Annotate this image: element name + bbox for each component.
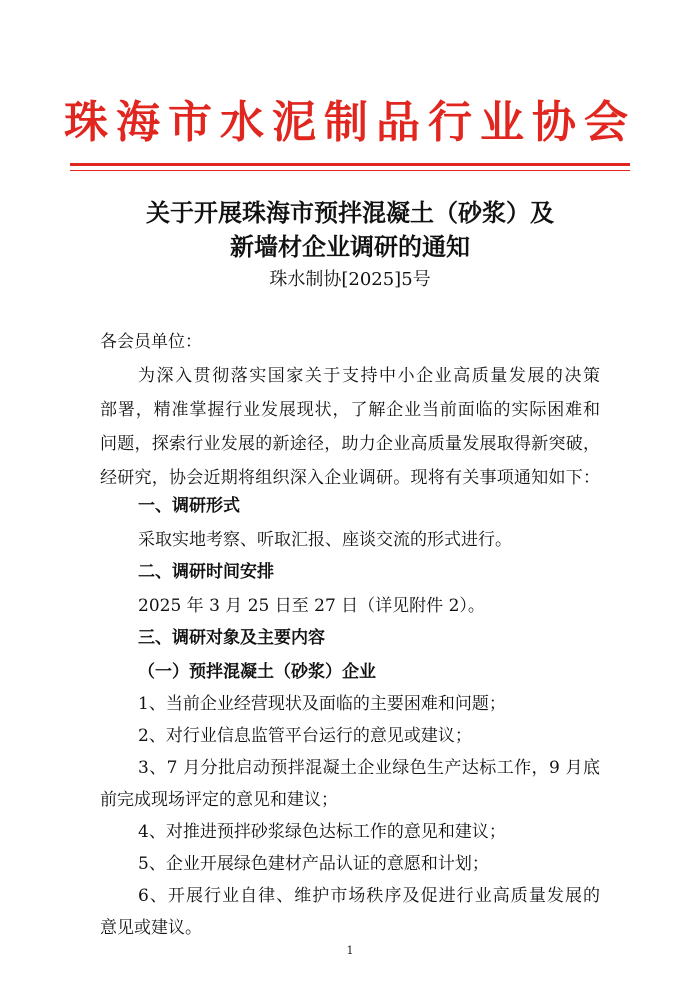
- page-number: 1: [346, 944, 354, 957]
- intro-paragraph-line: 问题，探索行业发展的新途径，助力企业高质量发展取得新突破，: [100, 434, 600, 454]
- subsection-heading-1: （一）预拌混凝土（砂浆）企业: [138, 662, 376, 682]
- intro-paragraph-line: 为深入贯彻落实国家关于支持中小企业高质量发展的决策: [138, 366, 600, 386]
- list-item: 4、对推进预拌砂浆绿色达标工作的意见和建议；: [138, 822, 506, 842]
- section-heading-3: 三、调研对象及主要内容: [138, 628, 325, 648]
- document-title-line-2: 新墙材企业调研的通知: [230, 232, 470, 261]
- letterhead-divider-thick: [70, 163, 630, 166]
- org-letterhead-title: 珠海市水泥制品行业协会: [64, 97, 636, 148]
- letterhead-divider-thin: [70, 170, 630, 171]
- section-heading-1: 一、调研形式: [138, 496, 240, 516]
- section-text-2: 2025 年 3 月 25 日至 27 日（详见附件 2）。: [138, 596, 485, 616]
- list-item: 3、7 月分批启动预拌混凝土企业绿色生产达标工作，9 月底: [138, 758, 600, 778]
- section-heading-2: 二、调研时间安排: [138, 562, 274, 582]
- list-item-continuation: 前完成现场评定的意见和建议；: [100, 790, 338, 810]
- salutation: 各会员单位：: [100, 332, 202, 352]
- intro-paragraph-line: 经研究，协会近期将组织深入企业调研。现将有关事项通知如下：: [100, 468, 600, 488]
- document-title-line-1: 关于开展珠海市预拌混凝土（砂浆）及: [146, 198, 554, 227]
- list-item: 6、开展行业自律、维护市场秩序及促进行业高质量发展的: [138, 886, 600, 906]
- list-item: 5、企业开展绿色建材产品认证的意愿和计划；: [138, 854, 489, 874]
- document-number: 珠水制协[2025]5号: [269, 269, 431, 290]
- list-item: 1、当前企业经营现状及面临的主要困难和问题；: [138, 694, 506, 714]
- list-item: 2、对行业信息监管平台运行的意见或建议；: [138, 726, 472, 746]
- section-text-1: 采取实地考察、听取汇报、座谈交流的形式进行。: [138, 530, 512, 550]
- intro-paragraph-line: 部署，精准掌握行业发展现状，了解企业当前面临的实际困难和: [100, 400, 600, 420]
- list-item-continuation: 意见或建议。: [100, 918, 202, 938]
